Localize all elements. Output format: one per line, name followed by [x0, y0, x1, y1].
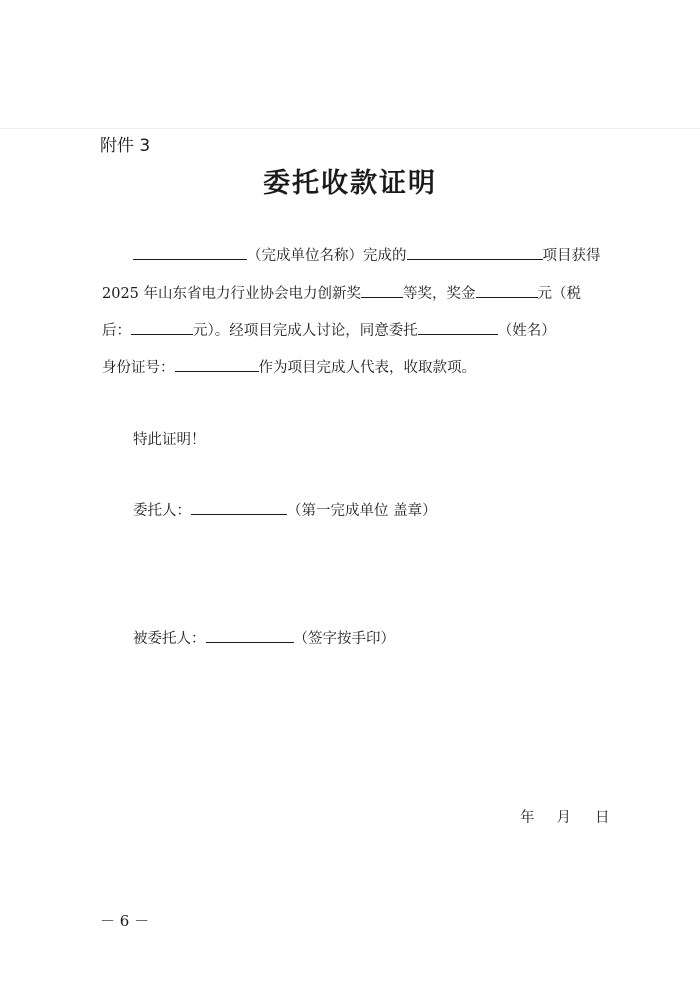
principal-label: 委托人：	[133, 503, 191, 519]
paragraph-text: 元（税	[537, 286, 582, 302]
date-year: 年	[520, 810, 535, 826]
principal-line	[133, 500, 437, 521]
paragraph-text: 作为项目完成人代表，收取款项。	[258, 360, 476, 376]
id-number-blank[interactable]	[175, 357, 259, 372]
document-title: 委托收款证明	[263, 168, 437, 199]
agent-blank[interactable]	[206, 628, 294, 643]
award-grade-blank[interactable]	[361, 283, 403, 298]
page-number: － 6 －	[100, 912, 150, 930]
certify-statement: 特此证明！	[133, 432, 206, 448]
principal-note: （第一完成单位 盖章）	[287, 503, 437, 519]
delegate-name-blank[interactable]	[418, 320, 498, 335]
annex-label: 附件 3	[100, 136, 151, 156]
paragraph-line-4	[102, 357, 476, 378]
agent-label: 被委托人：	[133, 631, 206, 647]
date-month: 月	[556, 810, 571, 826]
principal-blank[interactable]	[191, 500, 287, 515]
agent-line	[133, 628, 395, 649]
date-day: 日	[595, 810, 610, 826]
after-tax-amount-blank[interactable]	[131, 320, 193, 335]
paragraph-text: 身份证号：	[102, 360, 175, 376]
agent-note: （签字按手印）	[293, 631, 395, 647]
page-top-rule	[0, 128, 700, 129]
paragraph-text: （姓名）	[497, 323, 556, 339]
paragraph-text: 元）。经项目完成人讨论，同意委托	[193, 323, 418, 339]
paragraph-text: 项目获得	[542, 248, 601, 264]
paragraph-text: 等奖，奖金	[403, 286, 476, 302]
date-line	[520, 808, 610, 828]
paragraph-text: （完成单位名称）完成的	[247, 248, 407, 264]
paragraph-text: 2025 年山东省电力行业协会电力创新奖	[102, 286, 362, 302]
paragraph-line-3	[102, 320, 556, 341]
prize-amount-blank[interactable]	[476, 283, 538, 298]
paragraph-text: 后：	[102, 323, 131, 339]
project-name-blank[interactable]	[407, 245, 543, 260]
unit-name-blank[interactable]	[133, 245, 247, 260]
paragraph-line-2	[102, 283, 581, 304]
paragraph-line-1	[133, 245, 601, 266]
